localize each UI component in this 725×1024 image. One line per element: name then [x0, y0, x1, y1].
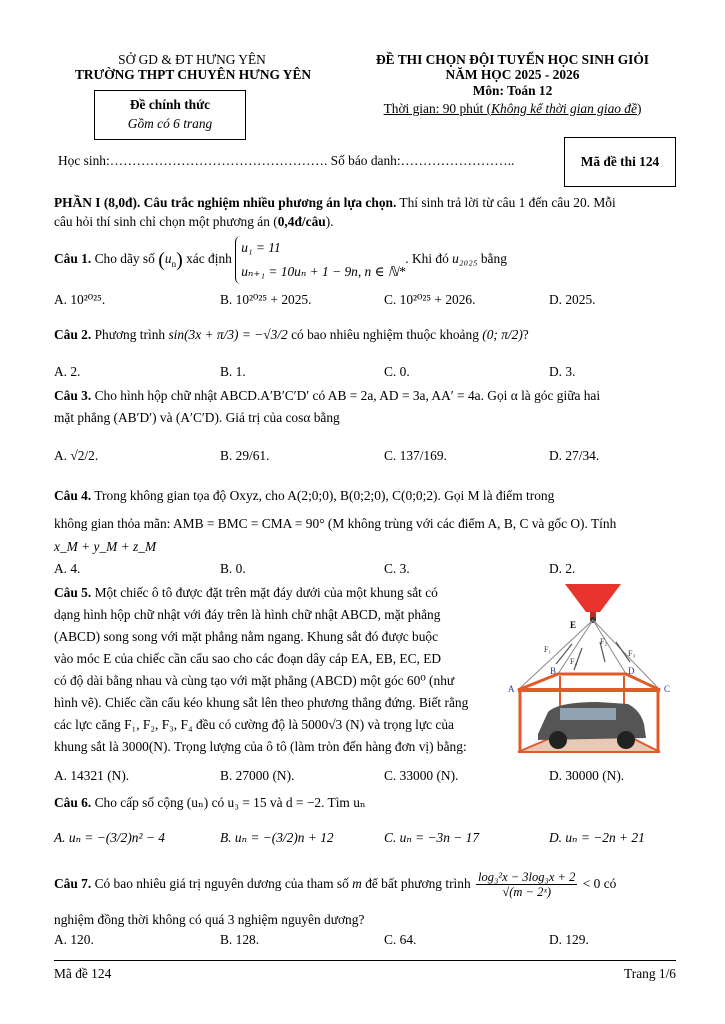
part1-heading [54, 193, 674, 212]
part1-desc2a: câu hỏi thí sinh chỉ chọn một phương án ( [54, 214, 278, 229]
q7-text-b: để bất phương trình [365, 876, 471, 891]
time-prefix: Thời gian: 90 phút ( [383, 101, 492, 116]
q2-text-b: có bao nhiêu nghiệm thuộc khoảng [291, 327, 479, 342]
q4-option-a[interactable]: A. 4. [54, 561, 81, 576]
q5-line1: dạng hình hộp chữ nhật với đáy trên là hình chữ nhật ABCD, mặt phẳng [54, 607, 441, 622]
q4-option-c[interactable]: C. 3. [384, 561, 410, 576]
q2-interval: (0; π/2) [482, 327, 523, 342]
q1-system [235, 236, 405, 284]
q4-line3: x_M + y_M + z_M [54, 539, 157, 554]
q7-label: Câu 7. [54, 876, 92, 891]
q7-text-a: Có bao nhiêu giá trị nguyên dương của tham số [94, 876, 349, 891]
q2-option-b[interactable]: B. 1. [220, 364, 246, 379]
crane-figure [508, 584, 678, 764]
exam-title: ĐỀ THI CHỌN ĐỘI TUYỂN HỌC SINH GIỎI [376, 52, 649, 67]
label-B: B [550, 666, 557, 676]
q1-label: Câu 1. [54, 251, 92, 267]
label-F1: F₁ [544, 645, 552, 654]
q7-text-c: có [603, 876, 617, 891]
q3-option-d[interactable]: D. 27/34. [549, 448, 600, 463]
q2-option-a[interactable]: A. 2. [54, 364, 81, 379]
q7-fraction [476, 870, 577, 899]
question-6 [54, 792, 674, 814]
q2-text-a: Phương trình [94, 327, 166, 342]
q1-sys1: u₁ = 11 [241, 240, 281, 255]
q7-option-c[interactable]: C. 64. [384, 932, 417, 947]
pages-label: Gồm có 6 trang [127, 116, 213, 131]
q4-option-b[interactable]: B. 0. [220, 561, 246, 576]
official-label: Đề chính thức [129, 97, 211, 112]
exam-code: Mã đề thi 124 [564, 137, 676, 187]
q7-ineq: < 0 [582, 876, 601, 891]
label-F3: F₃ [628, 649, 636, 658]
time-line [345, 101, 680, 117]
q6-option-b[interactable]: B. uₙ = −(3/2)n + 12 [220, 830, 334, 845]
q4-option-d[interactable]: D. 2. [549, 561, 576, 576]
q5-label: Câu 5. [54, 585, 92, 600]
q6-text: Cho cấp số cộng (uₙ) có u₃ = 15 và d = −2. Tìm uₙ [94, 795, 366, 810]
q1-option-b[interactable]: B. 10²⁰²⁵ + 2025. [220, 292, 312, 307]
q5-line0: Một chiếc ô tô được đặt trên mặt đáy dưới của một khung sắt có [94, 585, 438, 600]
part1-desc1: Thí sinh trả lời từ câu 1 đến câu 20. Mỗi [396, 195, 616, 210]
footer-exam-code: Mã đề 124 [54, 966, 112, 981]
q1-un: u [164, 251, 172, 267]
student-line: Học sinh:…………………………………………. Số báo danh:…………………….. [58, 153, 515, 168]
q3-line1: Cho hình hộp chữ nhật ABCD.A′B′C′D′ có AB = 2a, AD = 3a, AA′ = 4a. Gọi α là góc giữa hai [94, 388, 601, 403]
q3-option-c[interactable]: C. 137/169. [384, 448, 447, 463]
q4-label: Câu 4. [54, 488, 92, 503]
q7-option-a[interactable]: A. 120. [54, 932, 94, 947]
label-E: E [570, 620, 577, 630]
question-4 [54, 485, 674, 507]
q7-option-b[interactable]: B. 128. [220, 932, 260, 947]
q5-line3: vào móc E của chiếc cần cẩu sao cho các đoạn dây cáp EA, EB, EC, ED [54, 651, 442, 666]
q5-line7: khung sắt là 3000(N). Trọng lượng của ô tô (làm tròn đến hàng đơn vị) bằng: [54, 739, 467, 754]
label-C: C [664, 684, 671, 694]
q6-label: Câu 6. [54, 795, 92, 810]
q5-line5: hình vẽ). Chiếc cần cẩu kéo khung sắt lên theo phương thẳng đứng. Biết rằng [54, 695, 469, 710]
q5-line6: các lực căng F₁, F₂, F₃, F₄ đều có cường độ là 5000√3 (N) và trọng lực của [54, 717, 454, 732]
q7-line2: nghiệm đồng thời không có quá 3 nghiệm nguyên dương? [54, 912, 365, 927]
q6-option-a[interactable]: A. uₙ = −(3/2)n² − 4 [54, 830, 165, 845]
q3-option-b[interactable]: B. 29/61. [220, 448, 270, 463]
footer-divider [54, 960, 676, 961]
q2-option-c[interactable]: C. 0. [384, 364, 410, 379]
q4-line1: Trong không gian tọa độ Oxyz, cho A(2;0;0), B(0;2;0), C(0;0;2). Gọi M là điểm trong [94, 488, 555, 503]
q5-option-b[interactable]: B. 27000 (N). [220, 768, 295, 783]
q3-line2: mặt phẳng (AB′D′) và (A′C′D). Giá trị của cosα bằng [54, 410, 340, 425]
school-year: NĂM HỌC 2025 - 2026 [445, 67, 580, 82]
subject: Môn: Toán 12 [472, 83, 553, 98]
q1-text-a: Cho dãy số [94, 251, 155, 267]
q6-option-d[interactable]: D. uₙ = −2n + 21 [549, 830, 645, 845]
question-1: Câu 1. Cho dãy số $(u_n)$ xác định u₁ = 11 uₙ₊₁ = 10uₙ + 1 − 9n, n ∈ ℕ* . Khi đó u₂₀₂₅ bằng [54, 236, 674, 284]
q2-option-d[interactable]: D. 3. [549, 364, 576, 379]
q4-line2: không gian thỏa mãn: AMB = BMC = CMA = 90° (M không trùng với các điểm A, B, C và gốc O). Tính [54, 516, 617, 531]
q3-label: Câu 3. [54, 388, 92, 403]
question-7 [54, 866, 679, 902]
label-F4: F₄ [570, 657, 578, 666]
q2-label: Câu 2. [54, 327, 92, 342]
q7-m: m [352, 876, 362, 891]
q2-equation: sin(3x + π/3) = −√3/2 [168, 327, 288, 342]
q5-line2: (ABCD) song song với mặt phẳng nằm ngang. Khung sắt đó được buộc [54, 629, 439, 644]
q1-u2025: u₂₀₂₅ [452, 251, 478, 267]
question-5 [54, 582, 499, 758]
official-box [94, 90, 246, 140]
q5-option-a[interactable]: A. 14321 (N). [54, 768, 130, 783]
q1-option-a[interactable]: A. 10²⁰²⁵. [54, 292, 106, 307]
q1-option-d[interactable]: D. 2025. [549, 292, 596, 307]
q7-numerator: log₃²x − 3log₃x + 2 [478, 870, 576, 885]
q7-option-d[interactable]: D. 129. [549, 932, 589, 947]
q1-text-b: xác định [186, 251, 232, 267]
label-D: D [628, 666, 635, 676]
part1-desc2b: 0,4đ/câu [277, 214, 326, 229]
label-A: A [508, 684, 515, 694]
q1-sys2: uₙ₊₁ = 10uₙ + 1 − 9n, n ∈ ℕ* [241, 264, 406, 279]
header-school: TRƯỜNG THPT CHUYÊN HƯNG YÊN [74, 67, 312, 82]
q2-text-c: ? [522, 327, 529, 342]
time-note: Không kể thời gian giao đề [491, 101, 637, 116]
footer-page-number: Trang 1/6 [624, 966, 676, 981]
q5-line4: có độ dài bằng nhau và cùng tạo với mặt phẳng (ABCD) một góc 60⁰ (như [54, 673, 455, 688]
question-3 [54, 385, 674, 407]
part1-desc-line2 [54, 212, 674, 231]
time-suffix: ) [636, 101, 642, 116]
header-department: SỞ GD & ĐT HƯNG YÊN [118, 52, 266, 67]
label-F2: F₂ [600, 637, 608, 646]
q5-option-d[interactable]: D. 30000 (N). [549, 768, 625, 783]
q3-option-a[interactable]: A. √2/2. [54, 448, 99, 463]
q7-denominator: √(m − 2ˣ) [502, 885, 552, 900]
part1-desc2c: ). [325, 214, 334, 229]
q1-text-c: . Khi đó [405, 251, 449, 267]
q6-option-c[interactable]: C. uₙ = −3n − 17 [384, 830, 480, 845]
crane-hook-icon [565, 584, 621, 612]
q5-option-c[interactable]: C. 33000 (N). [384, 768, 459, 783]
question-2 [54, 322, 674, 348]
q1-option-c[interactable]: C. 10²⁰²⁵ + 2026. [384, 292, 476, 307]
q1-text-d: bằng [480, 251, 507, 267]
part1-title: PHẦN I (8,0đ). Câu trắc nghiệm nhiều phương án lựa chọn. [54, 195, 397, 210]
